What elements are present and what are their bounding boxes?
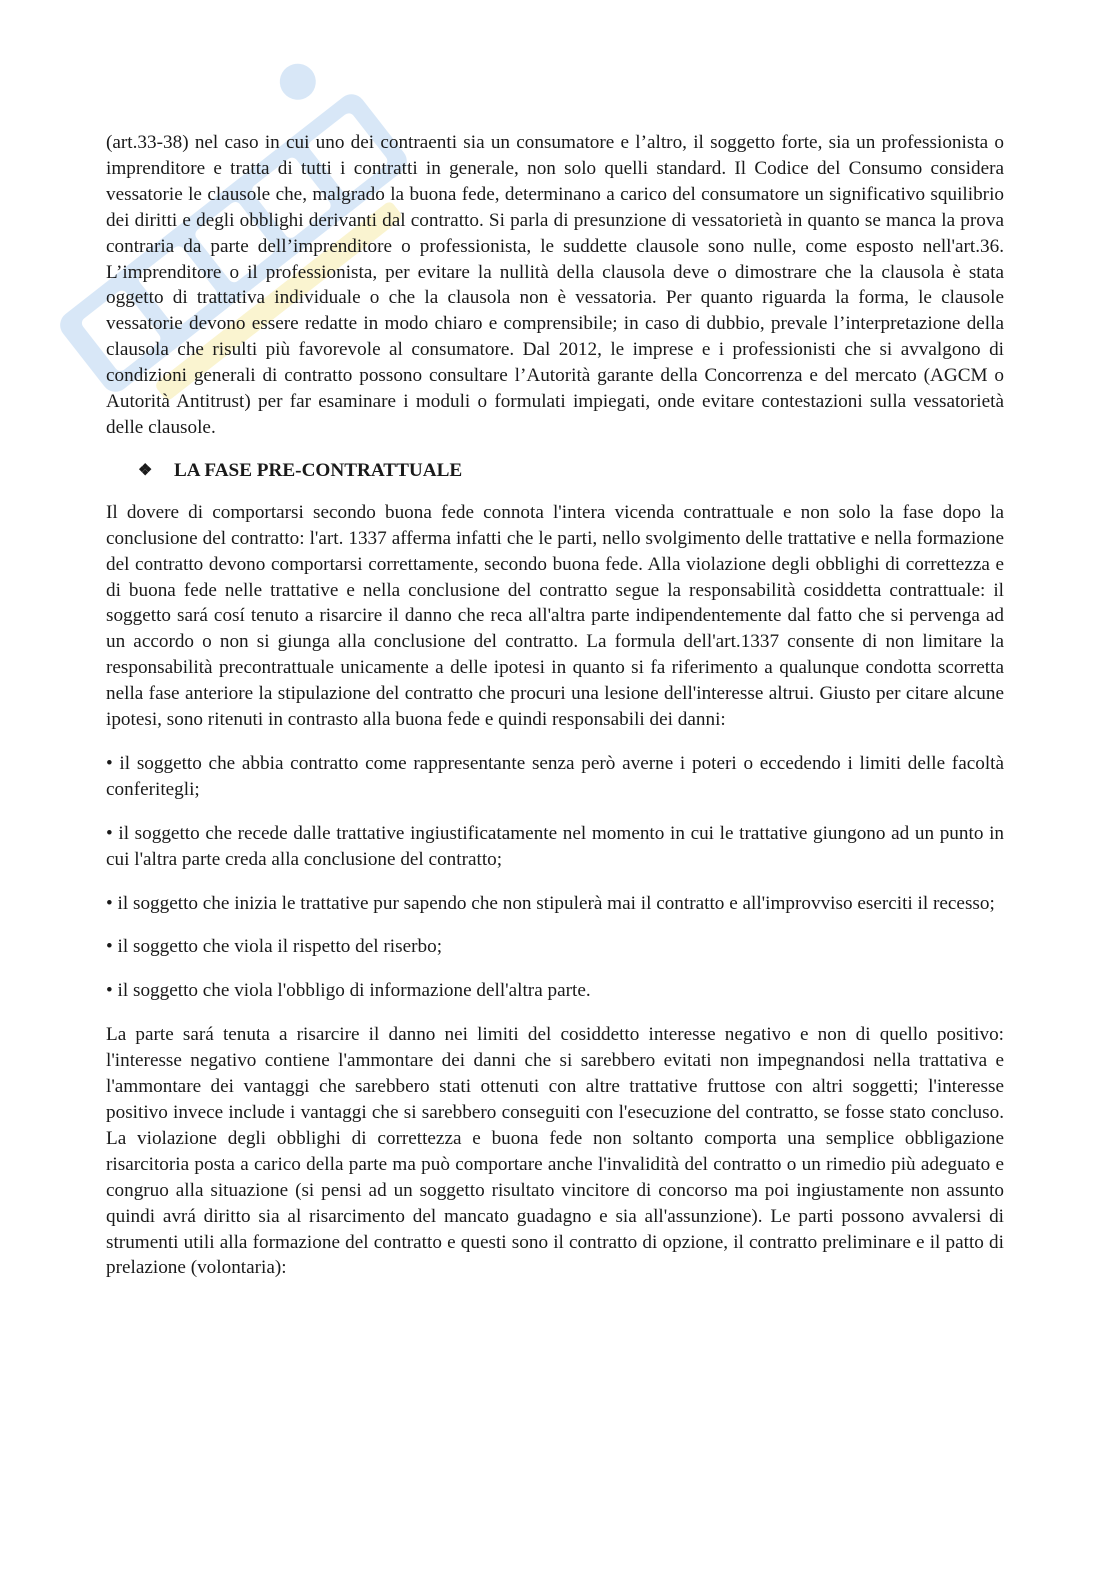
paragraph-fase-precontrattuale: Il dovere di comportarsi secondo buona fede connota l'intera vicenda contrattuale e non solo la fase dopo la conclusione del contratto: l'art. 1337 afferma infatti che le parti, nello svolgimento delle trattative e nella formazione del contratto devono comportarsi correttamente, secondo buona fede. Alla violazione degli obblighi di correttezza e di buona fede nelle trattative e nella conclusione del contratto segue la responsabilità cosiddetta contrattuale: il soggetto sará cosí tenuto a risarcire il danno che reca all'altra parte indipendentemente dal fatto che si pervenga ad un accordo o non si giunga alla conclusione del contratto. La formula dell'art.1337 consente di non limitare la responsabilità precontrattuale unicamente a delle ipotesi in quanto si fa riferimento a qualunque condotta scorretta nella fase anteriore la stipulazione del contratto che procuri una lesione dell'interesse altrui. Giusto per citare alcune ipotesi, sono ritenuti in contrasto alla buona fede e quindi responsabili dei danni: (106, 501, 1004, 731)
list-item: • il soggetto che viola il rispetto del riserbo; (106, 936, 443, 958)
document-page (106, 130, 1004, 1281)
list-item: • il soggetto che inizia le trattative pur sapendo che non stipulerà mai il contratto e all'improvviso eserciti il recesso; (106, 892, 995, 914)
section-heading (138, 458, 1004, 484)
list-item: • il soggetto che abbia contratto come rappresentante senza però averne i poteri o eccedendo i limiti delle facoltà conferitegli; (106, 752, 1004, 800)
diamond-bullet-icon: ❖ (138, 461, 153, 479)
list-item: • il soggetto che viola l'obbligo di informazione dell'altra parte. (106, 980, 591, 1002)
paragraph-interesse-negativo: La parte sará tenuta a risarcire il danno nei limiti del cosiddetto interesse negativo e non di quello positivo: l'interesse negativo contiene l'ammontare dei danni che si sarebbero evitati non impegnandosi nella trattativa e l'ammontare dei vantaggi che sarebbero stati ottenuti con altre trattative fruttose con altri soggetti; l'interesse positivo invece include i vantaggi che si sarebbero conseguiti con l'esecuzione del contratto, se fosse stato concluso. La violazione degli obblighi di correttezza e buona fede non soltanto comporta una semplice obbligazione risarcitoria posta a carico della parte ma può comportare anche l'invalidità del contratto o un rimedio più adeguato e congruo alla situazione (si pensi ad un soggetto risultato vincitore di concorso ma poi ingiustamente non assunto quindi avrá diritto sia al risarcimento del mancato guadagno e sia all'assunzione). Le parti possono avvalersi di strumenti utili alla formazione del contratto e questi sono il contratto di opzione, il contratto preliminare e il patto di prelazione (volontaria): (106, 1024, 1004, 1279)
list-item: • il soggetto che recede dalle trattative ingiustificatamente nel momento in cui le trattative giungono ad un punto in cui l'altra parte creda alla conclusione del contratto; (106, 822, 1004, 870)
section-heading-text: LA FASE PRE-CONTRATTUALE (174, 459, 463, 481)
paragraph-clausole-vessatorie: (art.33-38) nel caso in cui uno dei contraenti sia un consumatore e l’altro, il soggetto forte, sia un professionista o imprenditore e tratta di tutti i contratti in generale, non solo quelli standard. Il Codice del Consumo considera vessatorie le clausole che, malgrado la buona fede, determinano a carico del consumatore un significativo squilibrio dei diritti e degli obblighi derivanti dal contratto. Si parla di presunzione di vessatorietà in quanto se manca la prova contraria da parte dell’imprenditore o professionista, le suddette clausole sono nulle, come esposto nell'art.36. L’imprenditore o il professionista, per evitare la nullità della clausola deve o dimostrare che la clausola è stata oggetto di trattativa individuale o che la clausola non è vessatoria. Per quanto riguarda la forma, le clausole vessatorie devono essere redatte in modo chiaro e comprensibile; in caso di dubbio, prevale l’interpretazione della clausola che risulti più favorevole al consumatore. Dal 2012, le imprese e i professionisti che si avvalgono di condizioni generali di contratto possono consultare l’Autorità garante della Concorrenza e del mercato (AGCM o Autorità Antitrust) per far esaminare i moduli o formulati impiegati, onde evitare contestazioni sulla vessatorietà delle clausole. (106, 132, 1004, 438)
